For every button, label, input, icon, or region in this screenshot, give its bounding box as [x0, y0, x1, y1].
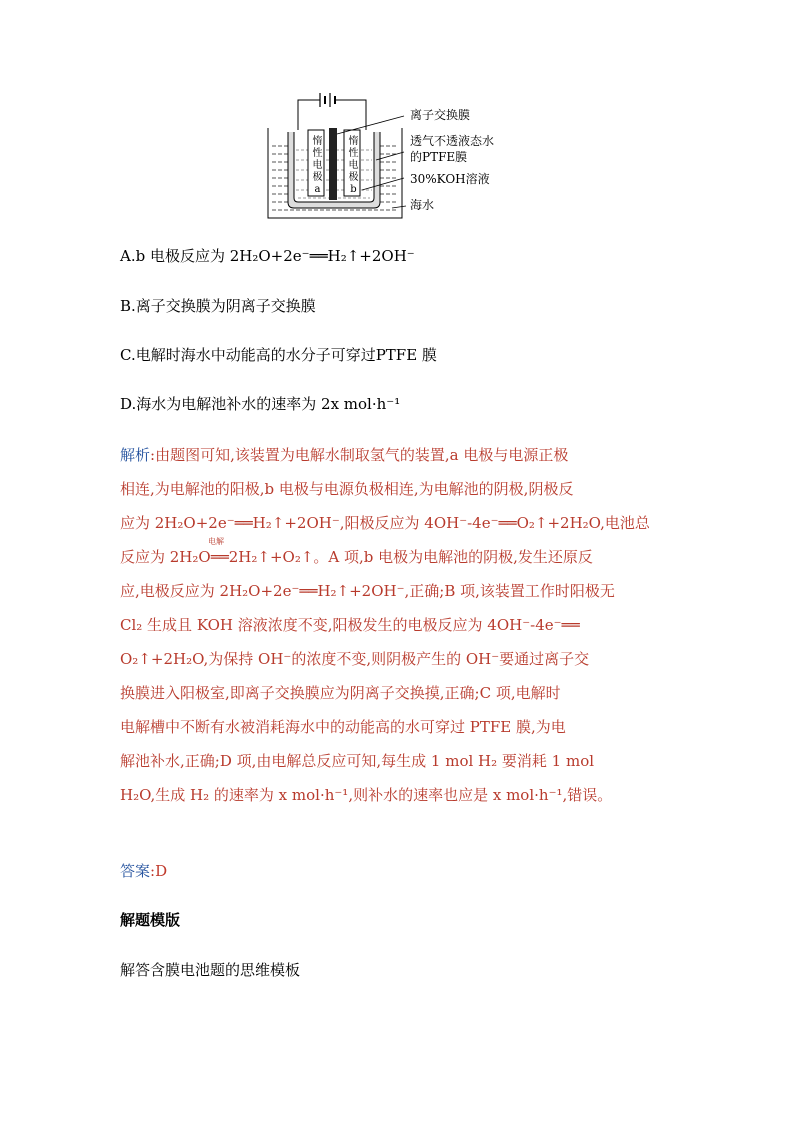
analysis-line-4: 反应为 2H₂O══2H₂↑+O₂↑。A 项,b 电极为电解池的阴极,发生还原反: [120, 548, 593, 566]
analysis-line-7: O₂↑+2H₂O,为保持 OH⁻的浓度不变,则阴极产生的 OH⁻要通过离子交: [120, 650, 590, 668]
analysis-line-5: 应,电极反应为 2H₂O+2e⁻══H₂↑+2OH⁻,正确;B 项,该装置工作时阳极无: [120, 582, 615, 600]
electrolysis-condition-label: 电解: [208, 537, 224, 546]
electrode-b-char-5: b: [350, 184, 357, 195]
answer-label: 答案: [120, 862, 151, 880]
label-ptfe-line1: 透气不透液态水: [410, 134, 495, 148]
analysis-line-9: 电解槽中不断有水被消耗海水中的动能高的水可穿过 PTFE 膜,为电: [120, 718, 566, 736]
option-a: A.b 电极反应为 2H₂O+2e⁻══H₂↑+2OH⁻: [120, 247, 415, 265]
electrode-a-char-5: a: [314, 184, 321, 195]
electrode-a-char-4: 极: [312, 172, 323, 183]
template-heading: 解题模版: [120, 911, 181, 929]
label-seawater: 海水: [410, 198, 435, 212]
analysis-line-6: Cl₂ 生成且 KOH 溶液浓度不变,阳极发生的电极反应为 4OH⁻-4e⁻══: [120, 616, 580, 634]
answer-value: :D: [150, 862, 168, 880]
electrolysis-diagram: [262, 90, 522, 222]
option-b: B.离子交换膜为阴离子交换膜: [120, 297, 316, 315]
option-c: C.电解时海水中动能高的水分子可穿过PTFE 膜: [120, 346, 437, 364]
electrode-a-char-3: 电: [312, 160, 323, 171]
template-subtitle: 解答含膜电池题的思维模板: [120, 961, 301, 979]
option-d: D.海水为电解池补水的速率为 2x mol·h⁻¹: [120, 395, 401, 413]
electrolysis-cell-svg: [262, 90, 522, 222]
electrode-b-char-3: 电: [348, 160, 359, 171]
ion-exchange-membrane: [329, 128, 337, 200]
answer-line: [120, 861, 167, 881]
analysis-line-8: 换膜进入阳极室,即离子交换膜应为阴离子交换摸,正确;C 项,电解时: [120, 684, 561, 702]
label-ion-exchange-membrane: 离子交换膜: [410, 108, 471, 122]
label-koh-solution: 30%KOH溶液: [410, 172, 490, 186]
electrode-b-char-1: 惰: [348, 136, 359, 147]
analysis-line-1: 解析:由题图可知,该装置为电解水制取氢气的装置,a 电极与电源正极: [120, 446, 569, 464]
analysis-label: 解析: [120, 446, 151, 464]
electrode-b-char-2: 性: [348, 148, 359, 159]
label-ptfe-line2: 的PTFE膜: [410, 150, 468, 164]
analysis-line-3: 应为 2H₂O+2e⁻══H₂↑+2OH⁻,阳极反应为 4OH⁻-4e⁻══O₂↑+2H₂O,电池总: [120, 514, 650, 532]
electrode-a-char-2: 性: [312, 148, 323, 159]
electrode-b-char-4: 极: [348, 172, 359, 183]
analysis-line-11: H₂O,生成 H₂ 的速率为 x mol·h⁻¹,则补水的速率也应是 x mol·h⁻¹,错误。: [120, 786, 613, 804]
analysis-line-2: 相连,为电解池的阳极,b 电极与电源负极相连,为电解池的阴极,阴极反: [120, 480, 574, 498]
electrode-a-char-1: 惰: [312, 136, 323, 147]
analysis-line-10: 解池补水,正确;D 项,由电解总反应可知,每生成 1 mol H₂ 要消耗 1 mol: [120, 752, 595, 770]
